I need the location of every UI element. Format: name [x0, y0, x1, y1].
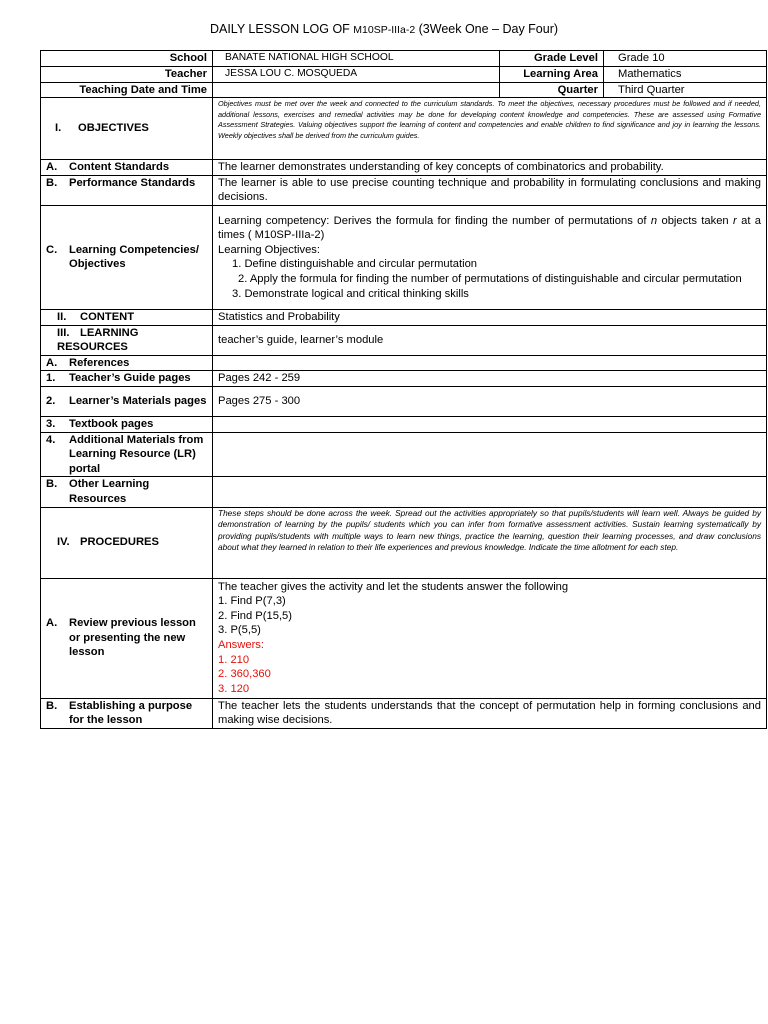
other-resources-row: [41, 477, 767, 507]
references-label: References: [69, 356, 130, 369]
other-resources-label: Other Learning Resources: [69, 478, 150, 505]
school-row: [41, 51, 767, 67]
objective-item: 1. Define distinguishable and circular permutation: [232, 258, 478, 271]
tg-pages-label-cell: [41, 371, 213, 387]
answer-item: 3. 120: [218, 682, 250, 695]
content-row: [41, 309, 767, 325]
purpose-label-cell: [41, 698, 213, 728]
references-row: [41, 355, 767, 371]
competency-n: n: [650, 214, 658, 227]
objective-item: 3. Demonstrate logical and critical thinking skills: [232, 287, 469, 300]
title-code: M10SP-IIIa-2: [353, 24, 416, 36]
competencies-value: [213, 205, 767, 309]
tg-pages-num: 1.: [46, 372, 56, 385]
other-resources-num: B.: [46, 478, 58, 491]
content-standards-label: Content Standards: [69, 161, 170, 174]
teaching-date-value: [213, 82, 500, 98]
competencies-row: [41, 205, 767, 309]
lesson-log-table: [40, 50, 767, 729]
textbook-label: Textbook pages: [69, 417, 154, 430]
review-num: A.: [46, 617, 58, 630]
lm-pages-label: Learner’s Materials pages: [69, 395, 207, 408]
objectives-label: OBJECTIVES: [78, 122, 149, 135]
procedures-label-cell: [41, 507, 213, 578]
learning-area-value: Mathematics: [604, 67, 767, 83]
teacher-value: JESSA LOU C. MOSQUEDA: [213, 67, 500, 83]
objectives-label-cell: [41, 98, 213, 160]
answer-item: 1. 210: [218, 653, 250, 666]
content-value: Statistics and Probability: [213, 309, 767, 325]
content-standards-value: The learner demonstrates understanding of key concepts of combinatorics and probability.: [213, 160, 767, 176]
lm-pages-value: Pages 275 - 300: [213, 386, 767, 416]
teaching-date-label: Teaching Date and Time: [41, 82, 213, 98]
additional-materials-row: [41, 432, 767, 477]
lm-pages-label-cell: [41, 386, 213, 416]
purpose-value: The teacher lets the students understands that the concept of permutation help in forming conclusions and making wise decisions.: [213, 698, 767, 728]
procedures-label: PROCEDURES: [80, 536, 159, 549]
review-intro: The teacher gives the activity and let the students answer the following: [218, 580, 569, 593]
content-standards-num: A.: [46, 161, 58, 174]
content-num: II.: [57, 310, 67, 323]
content-label-cell: [41, 309, 213, 325]
tg-pages-label: Teacher’s Guide pages: [69, 372, 191, 385]
additional-materials-num: 4.: [46, 433, 56, 446]
performance-standards-num: B.: [46, 176, 58, 189]
procedures-num: IV.: [57, 536, 70, 549]
quarter-label: Quarter: [500, 82, 604, 98]
review-row: [41, 578, 767, 698]
competency-text-b: objects taken: [657, 214, 733, 227]
review-label: Review previous lesson or presenting the new lesson: [69, 617, 196, 659]
lm-pages-num: 2.: [46, 395, 56, 408]
competency-r: r: [733, 214, 737, 227]
purpose-num: B.: [46, 699, 58, 712]
performance-standards-value: The learner is able to use precise counting technique and probability in formulating conclusions and making decisions.: [213, 175, 767, 205]
references-label-cell: [41, 355, 213, 371]
competencies-label: Learning Competencies/ Objectives: [69, 243, 199, 271]
textbook-label-cell: [41, 416, 213, 432]
purpose-row: [41, 698, 767, 728]
review-item: 2. Find P(15,5): [218, 609, 292, 622]
performance-standards-label: Performance Standards: [69, 176, 196, 189]
performance-standards-label-cell: [41, 175, 213, 205]
competency-text-c: at a times ( M10SP-IIIa-2): [218, 214, 761, 242]
tg-pages-value: Pages 242 - 259: [213, 371, 767, 387]
procedures-note: These steps should be done across the week. Spread out the activities appropriately so that pupils/students will learn well. Always be guided by demonstration of learning by the pupils/ students which you can infer from formative assessment activities. Sustain learning systematically by providing pupils/students with multiple ways to learn new things, practice the learning, question their learning processes, and draw conclusions about what they learned in relation to their life experiences and previous knowledge. Indicate the time allotment for each step.: [213, 507, 767, 578]
competency-text-a: Learning competency: Derives the formula for finding the number of permutations of: [218, 214, 651, 227]
other-resources-value: [213, 477, 767, 507]
learning-resources-row: [41, 325, 767, 355]
review-item: 1. Find P(7,3): [218, 595, 286, 608]
additional-materials-label-cell: [41, 432, 213, 477]
references-num: A.: [46, 356, 58, 369]
learning-objectives-label: Learning Objectives:: [218, 243, 320, 256]
review-label-cell: [41, 578, 213, 698]
objective-item: 2. Apply the formula for finding the number of permutations of distinguishable and circular permutation: [238, 273, 742, 286]
learning-competency: [218, 214, 761, 243]
objectives-row: [41, 98, 767, 160]
review-item: 3. P(5,5): [218, 624, 261, 637]
teacher-label: Teacher: [41, 67, 213, 83]
school-value: BANATE NATIONAL HIGH SCHOOL: [213, 51, 500, 67]
learning-resources-value: teacher’s guide, learner’s module: [213, 325, 767, 355]
performance-standards-row: [41, 175, 767, 205]
learning-resources-num: III.: [57, 326, 70, 339]
learning-resources-label-cell: [41, 325, 213, 355]
answer-item: 2. 360,360: [218, 668, 271, 681]
quarter-value: Third Quarter: [604, 82, 767, 98]
date-row: [41, 82, 767, 98]
school-label: School: [41, 51, 213, 67]
title-suffix: (3Week One – Day Four): [415, 22, 559, 36]
content-standards-label-cell: [41, 160, 213, 176]
references-value: [213, 355, 767, 371]
lm-pages-row: [41, 386, 767, 416]
procedures-row: [41, 507, 767, 578]
grade-level-value: Grade 10: [604, 51, 767, 67]
purpose-label: Establishing a purpose for the lesson: [69, 699, 193, 727]
textbook-num: 3.: [46, 417, 56, 430]
other-resources-label-cell: [41, 477, 213, 507]
content-label: CONTENT: [80, 310, 135, 323]
objectives-num: I.: [55, 122, 62, 135]
objectives-note: Objectives must be met over the week and connected to the curriculum standards. To meet the objectives, necessary procedures must be followed and if needed, additional lessons, exercises and remedial activities may be done for developing content knowledge and competencies. These are assessed using Formative Assessment Strategies. Valuing objectives support the learning of content and competencies and enable children to find significance and joy in learning the lessons. Weekly objectives shall be derived from the curriculum guides.: [213, 98, 767, 160]
teacher-row: [41, 67, 767, 83]
learning-area-label: Learning Area: [500, 67, 604, 83]
competencies-num: C.: [46, 243, 58, 256]
review-value: [213, 578, 767, 698]
document-title: [0, 22, 768, 36]
tg-pages-row: [41, 371, 767, 387]
content-standards-row: [41, 160, 767, 176]
competencies-label-cell: [41, 205, 213, 309]
answers-label: Answers:: [218, 639, 265, 651]
additional-materials-label: Additional Materials from Learning Resource (LR) portal: [69, 433, 204, 475]
textbook-row: [41, 416, 767, 432]
textbook-value: [213, 416, 767, 432]
additional-materials-value: [213, 432, 767, 477]
title-prefix: DAILY LESSON LOG OF: [209, 22, 354, 36]
learning-resources-label: LEARNING RESOURCES: [57, 326, 139, 354]
grade-level-label: Grade Level: [500, 51, 604, 67]
